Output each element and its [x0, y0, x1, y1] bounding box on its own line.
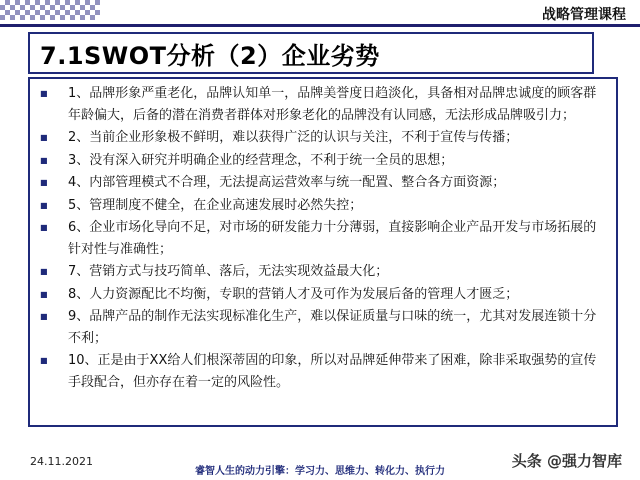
slide-heading: 7.1SWOT分析（2）企业劣势 — [40, 41, 380, 70]
square-bullet-icon: ■ — [40, 312, 48, 321]
list-item — [40, 217, 606, 260]
square-bullet-icon: ■ — [40, 223, 48, 232]
list-item — [40, 83, 606, 126]
list-item-text: 6、企业市场化导向不足，对市场的研发能力十分薄弱，直接影响企业产品开发与市场拓展的针对性与准确性； — [68, 220, 597, 257]
square-bullet-icon: ■ — [40, 356, 48, 365]
list-item — [40, 306, 606, 349]
list-item-text: 9、品牌产品的制作无法实现标准化生产，难以保证质量与口味的统一，尤其对发展连锁十分不利； — [68, 309, 597, 346]
list-item — [40, 261, 606, 283]
list-item-text: 2、当前企业形象极不鲜明，难以获得广泛的认识与关注，不利于宣传与传播； — [68, 130, 519, 145]
list-item — [40, 195, 606, 217]
content-box — [28, 77, 618, 427]
slide-heading-box — [28, 32, 594, 74]
list-item-text: 4、内部管理模式不合理，无法提高运营效率与统一配置、整合各方面资源； — [68, 175, 506, 190]
list-item-text: 7、营销方式与技巧简单、落后，无法实现效益最大化； — [68, 264, 389, 279]
square-bullet-icon: ■ — [40, 155, 48, 165]
square-bullet-icon: ■ — [40, 289, 48, 299]
square-bullet-icon: ■ — [40, 178, 48, 187]
list-item-text: 3、没有深入研究并明确企业的经营理念，不利于统一全员的思想； — [68, 152, 454, 168]
list-item — [40, 172, 606, 194]
list-item-text: 5、管理制度不健全，在企业高速发展时必然失控； — [68, 197, 363, 213]
slide-date: 24.11.2021 — [30, 455, 93, 468]
list-item — [40, 127, 606, 149]
course-title: 战略管理课程 — [542, 7, 626, 23]
list-item — [40, 350, 606, 393]
list-item — [40, 150, 606, 172]
watermark-text: 头条 @强力智库 — [511, 452, 622, 470]
list-item-text: 10、正是由于XX给人们根深蒂固的印象，所以对品牌延伸带来了困难，除非采取强势的宣传手段配合，但亦存在着一定的风险性。 — [68, 353, 597, 390]
header-rule — [0, 24, 640, 27]
square-bullet-icon: ■ — [40, 200, 48, 210]
footer-slogan: 睿智人生的动力引擎：学习力、思维力、转化力、执行力 — [195, 466, 445, 477]
checker-pattern-decoration — [0, 0, 100, 20]
list-item-text: 8、人力资源配比不均衡，专职的营销人才及可作为发展后备的管理人才匮乏； — [68, 286, 519, 302]
list-item — [40, 284, 606, 306]
square-bullet-icon: ■ — [40, 133, 48, 142]
square-bullet-icon: ■ — [40, 89, 48, 98]
square-bullet-icon: ■ — [40, 267, 48, 276]
list-item-text: 1、品牌形象严重老化，品牌认知单一，品牌美誉度日趋淡化，具备相对品牌忠诚度的顾客群年龄偏大，后备的潜在消费者群体对形象老化的品牌没有认同感，无法形成品牌吸引力； — [68, 86, 597, 123]
